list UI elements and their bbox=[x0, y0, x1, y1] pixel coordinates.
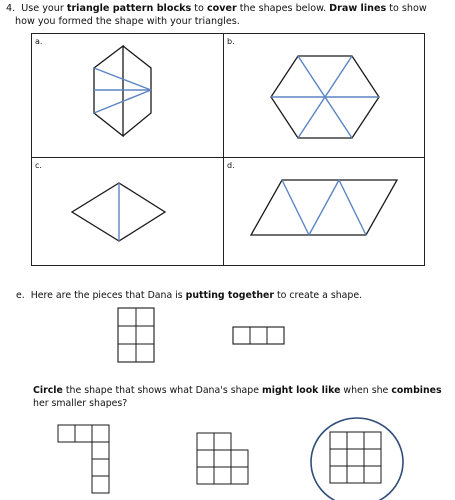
circle-prompt-line-1 bbox=[33, 384, 442, 397]
question-number: 4. bbox=[6, 3, 16, 14]
emphasis-text: cover bbox=[206, 3, 237, 14]
cell-b bbox=[224, 34, 424, 158]
choice-1-shape[interactable] bbox=[57, 424, 113, 498]
choice-square bbox=[58, 425, 75, 442]
piece-3x1-strip bbox=[232, 326, 288, 346]
choice-square bbox=[347, 466, 364, 483]
rhombus-shape bbox=[32, 158, 223, 265]
hexagon-shape bbox=[224, 34, 424, 157]
emphasis-text: Circle bbox=[33, 385, 63, 396]
parallelogram-shape bbox=[224, 158, 424, 265]
trapezoid-shape bbox=[32, 34, 223, 157]
choice-square bbox=[231, 467, 248, 484]
question-line-1 bbox=[6, 2, 446, 15]
emphasis-text: triangle pattern blocks bbox=[66, 3, 192, 14]
choice-square bbox=[75, 425, 92, 442]
answer-circle bbox=[311, 418, 403, 500]
choice-square bbox=[92, 425, 109, 442]
piece-2x3-grid bbox=[117, 307, 157, 363]
cell-c bbox=[32, 158, 224, 265]
choice-square bbox=[214, 450, 231, 467]
body-text: Use your bbox=[21, 3, 67, 14]
cell-c-label: c. bbox=[35, 161, 42, 170]
body-text: to show bbox=[386, 3, 427, 14]
body-text: to bbox=[191, 3, 207, 14]
body-text: Here are the pieces that Dana is bbox=[30, 290, 186, 301]
emphasis-text: might look like bbox=[261, 385, 341, 396]
choice-square bbox=[364, 432, 381, 449]
parallelogram-zigzag-lines bbox=[282, 180, 366, 235]
body-text: when she bbox=[340, 385, 392, 396]
piece-3x1-outline bbox=[233, 327, 284, 344]
body-text: the shapes below. bbox=[236, 3, 330, 14]
choice-2-shape[interactable] bbox=[196, 432, 252, 490]
shapes-grid bbox=[31, 33, 425, 266]
cell-a bbox=[32, 34, 224, 158]
circle-prompt-text bbox=[33, 384, 442, 410]
choice-square bbox=[197, 433, 214, 450]
part-e-label: e. bbox=[16, 290, 25, 301]
choice-square bbox=[92, 459, 109, 476]
choice-3-grid bbox=[330, 432, 381, 483]
emphasis-text: putting together bbox=[185, 290, 275, 301]
choice-square bbox=[214, 433, 231, 450]
choice-square bbox=[197, 450, 214, 467]
cell-b-label: b. bbox=[227, 37, 235, 46]
choice-square bbox=[330, 432, 347, 449]
question-text bbox=[6, 2, 446, 28]
choice-square bbox=[364, 466, 381, 483]
choice-square bbox=[364, 449, 381, 466]
cell-a-label: a. bbox=[35, 37, 43, 46]
circle-prompt-line-2: her smaller shapes? bbox=[33, 398, 128, 409]
choice-square bbox=[92, 442, 109, 459]
question-line-2: how you formed the shape with your triangles. bbox=[15, 16, 240, 27]
question-instruction bbox=[21, 3, 426, 14]
body-text: the shape that shows what Dana's shape bbox=[62, 385, 262, 396]
emphasis-text: combines bbox=[391, 385, 442, 396]
choice-square bbox=[330, 449, 347, 466]
choice-3-shape[interactable] bbox=[308, 414, 408, 500]
part-e-instruction bbox=[31, 290, 362, 301]
cell-d bbox=[224, 158, 424, 265]
body-text: to create a shape. bbox=[274, 290, 363, 301]
choice-square bbox=[347, 432, 364, 449]
choice-square bbox=[347, 449, 364, 466]
choice-square bbox=[92, 476, 109, 493]
trapezoid-outline bbox=[94, 46, 123, 136]
choice-square bbox=[214, 467, 231, 484]
choice-square bbox=[197, 467, 214, 484]
choice-square bbox=[330, 466, 347, 483]
part-e-text bbox=[16, 290, 362, 301]
cell-d-label: d. bbox=[227, 161, 235, 170]
choice-square bbox=[231, 450, 248, 467]
emphasis-text: Draw lines bbox=[329, 3, 387, 14]
